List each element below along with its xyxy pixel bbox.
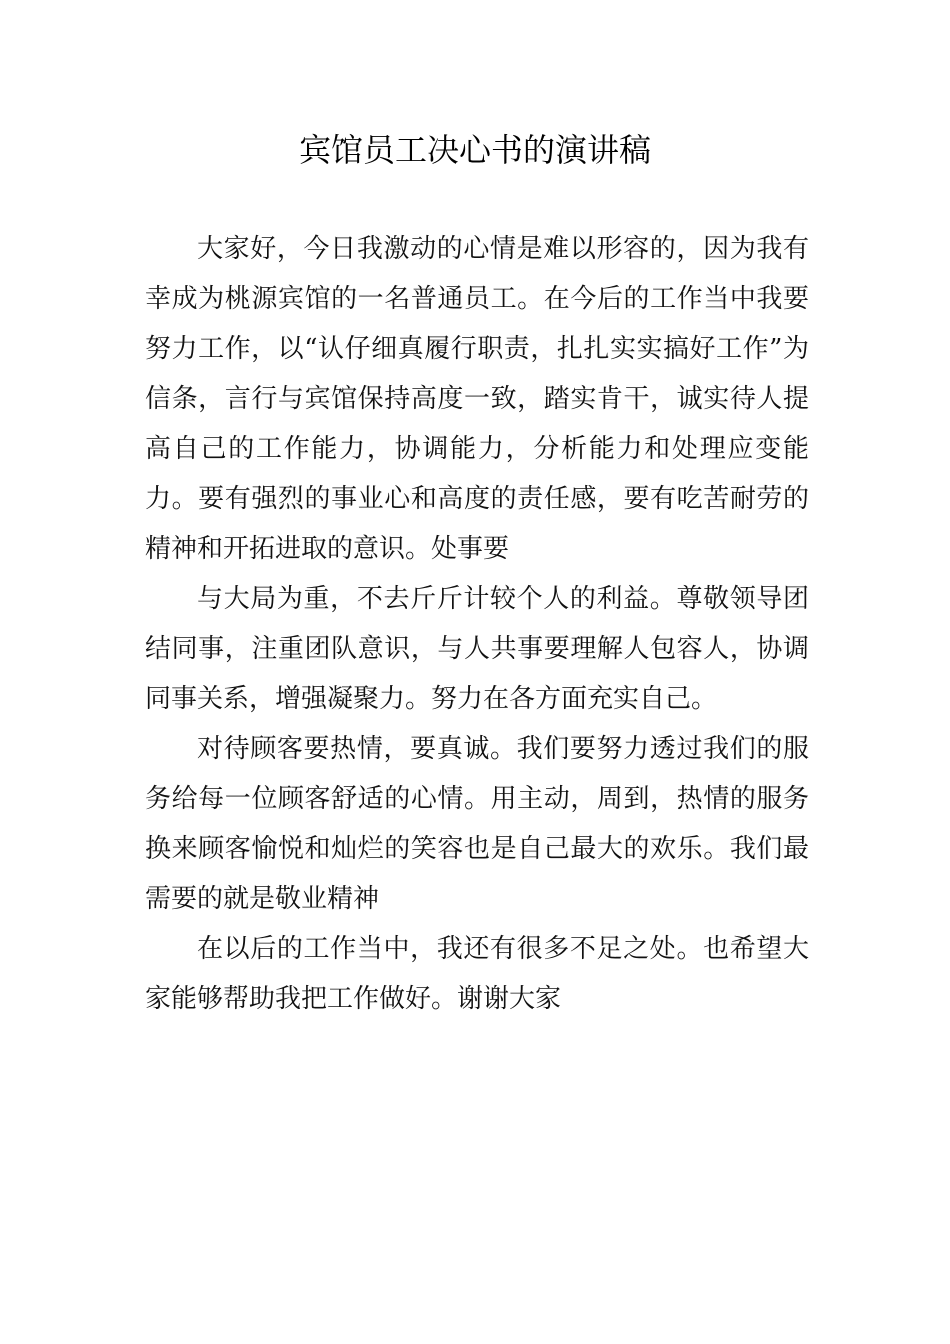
paragraph-4: 在以后的工作当中，我还有很多不足之处。也希望大家能够帮助我把工作做好。谢谢大家: [145, 934, 809, 1014]
paragraph-3: 对待顾客要热情，要真诚。我们要努力透过我们的服务给每一位顾客舒适的心情。用主动，周到，热情的服务换来顾客愉悦和灿烂的笑容也是自己最大的欢乐。我们最需要的就是敬业精神: [145, 734, 809, 914]
document-title: 宾馆员工决心书的演讲稿: [298, 131, 651, 169]
paragraph-1: 大家好，今日我激动的心情是难以形容的，因为我有幸成为桃源宾馆的一名普通员工。在今后的工作当中我要努力工作，以“认仔细真履行职责，扎扎实实搞好工作”为信条，言行与宾馆保持高度一致，踏实肯干，诚实待人提高自己的工作能力，协调能力，分析能力和处理应变能力。要有强烈的事业心和高度的责任感，要有吃苦耐劳的精神和开拓进取的意识。处事要: [145, 234, 809, 564]
paragraph-2: 与大局为重，不去斤斤计较个人的利益。尊敬领导团结同事，注重团队意识，与人共事要理解人包容人，协调同事关系，增强凝聚力。努力在各方面充实自己。: [145, 584, 809, 714]
document-body: [145, 224, 809, 1024]
